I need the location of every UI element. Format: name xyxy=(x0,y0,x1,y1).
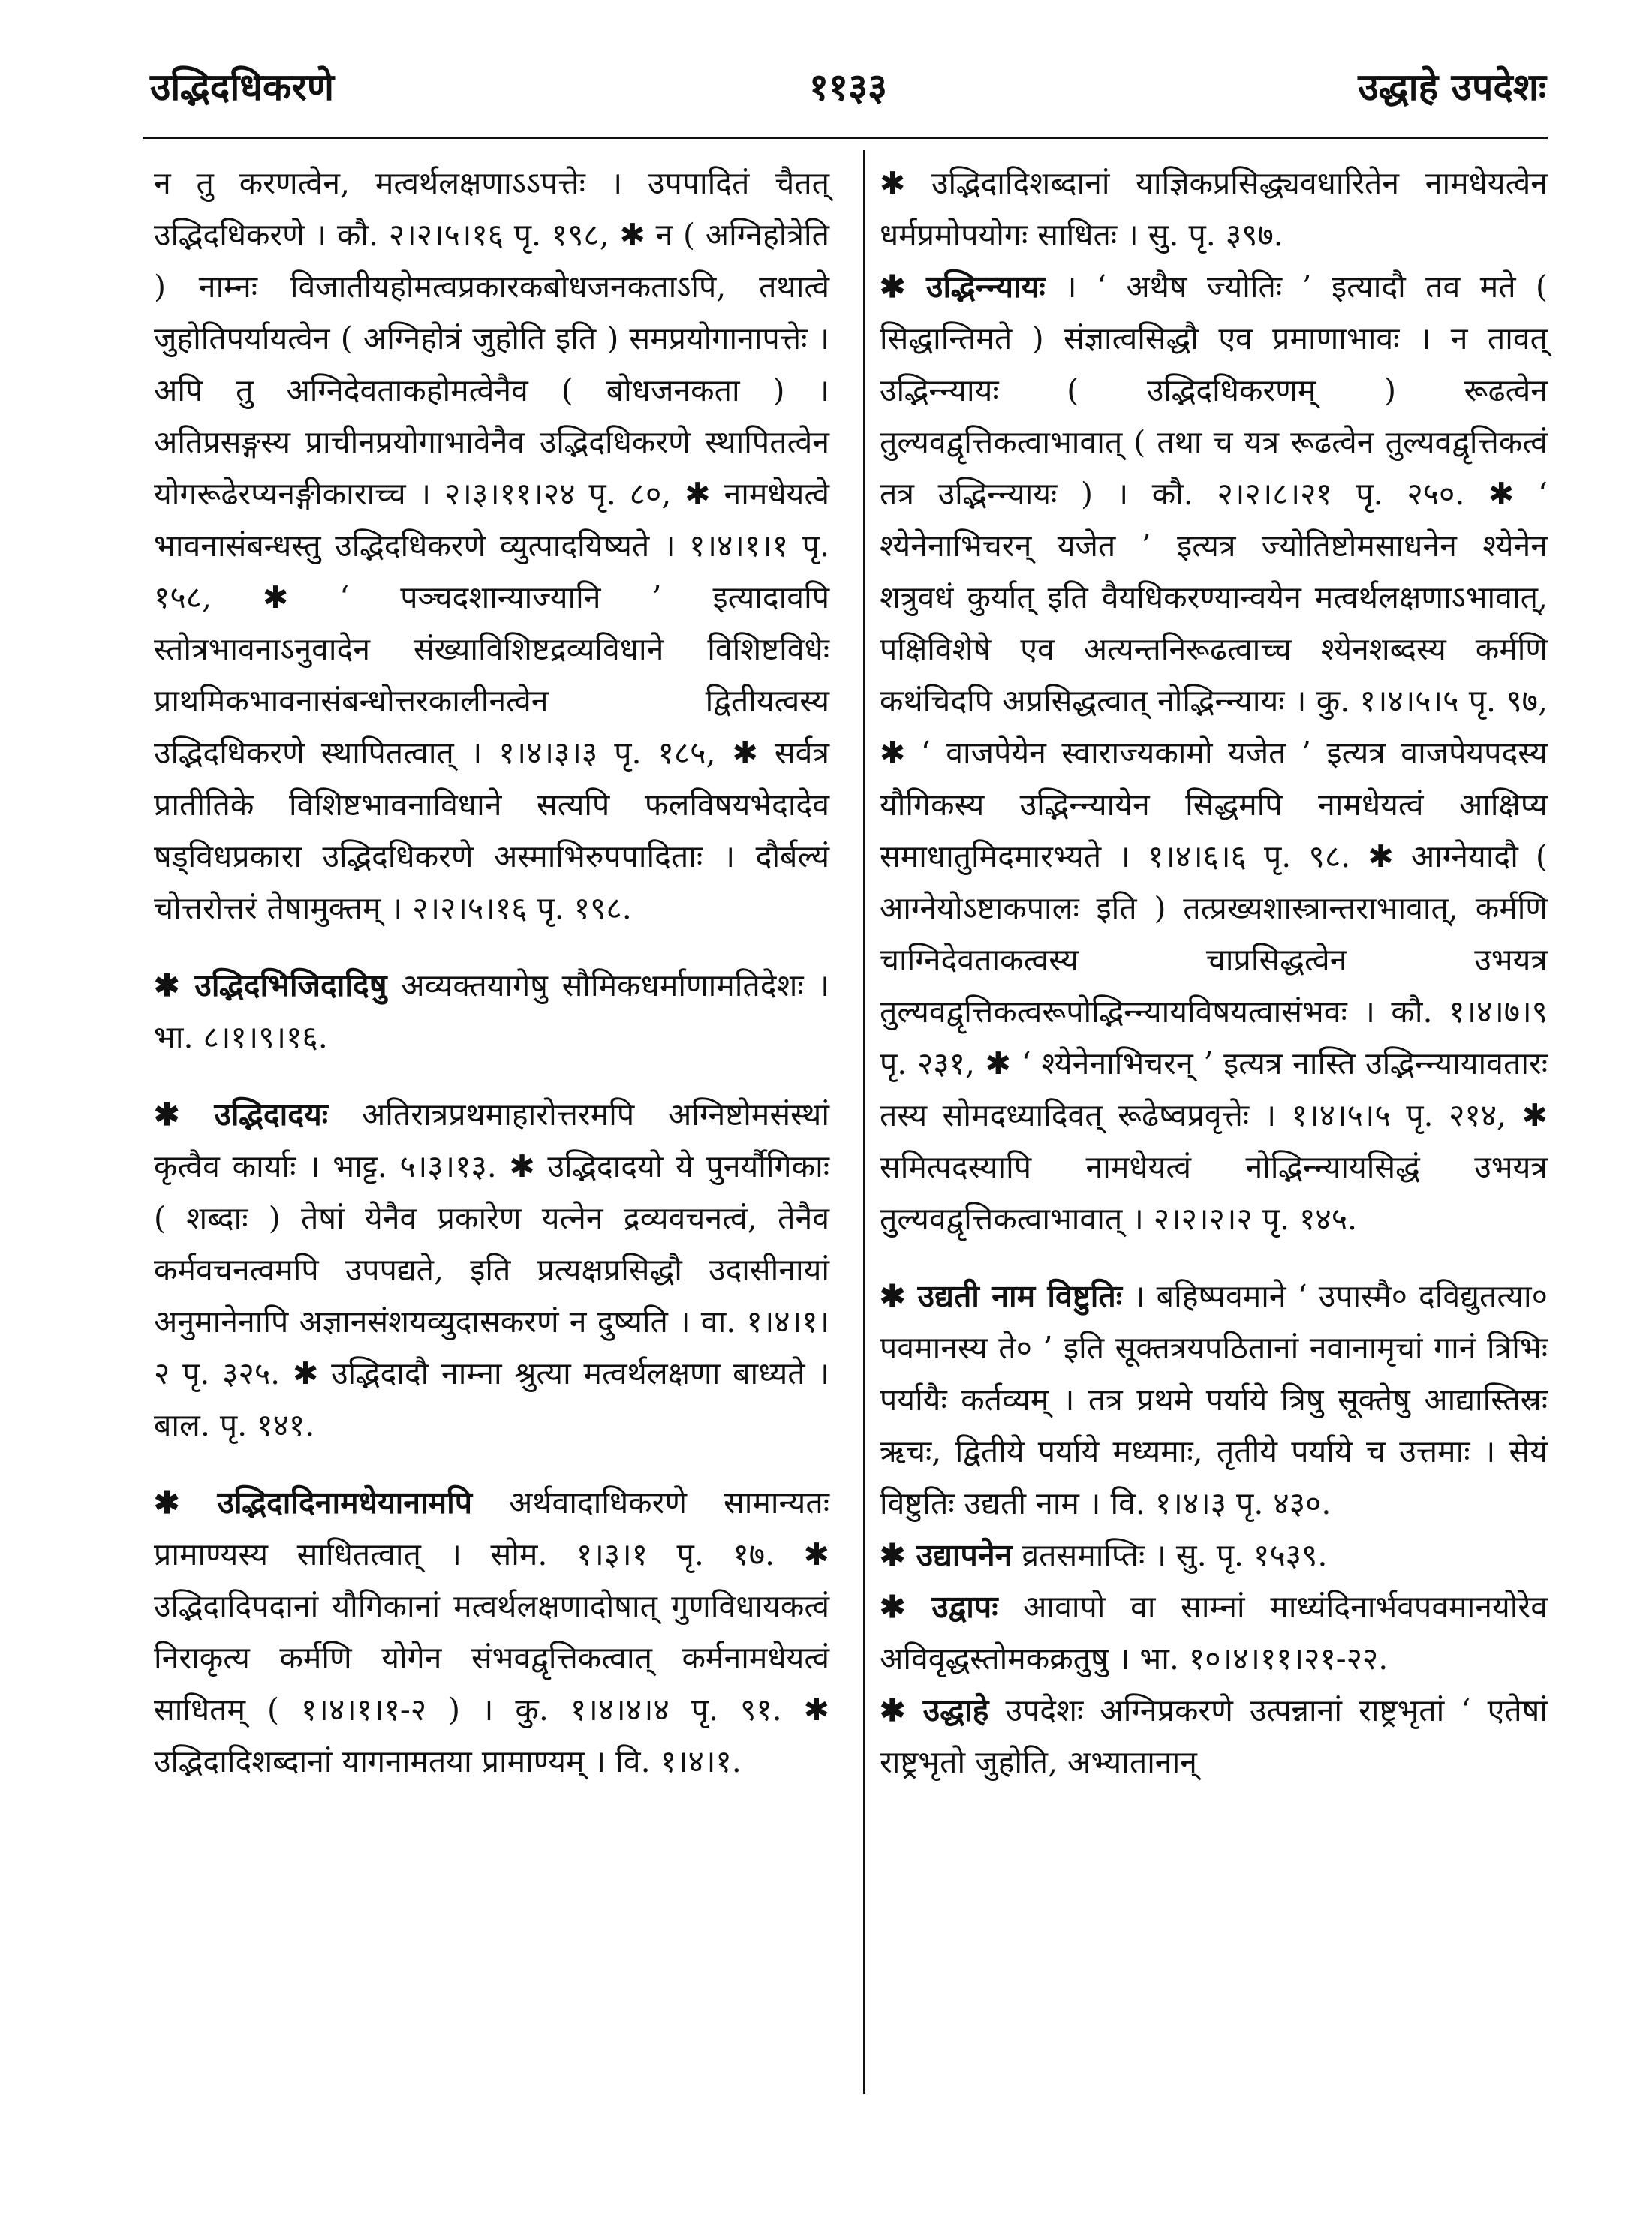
entry-paragraph: ✱ उद्यती नाम विष्टुतिः । बहिष्पवमाने ‘ उपास्मै० दविद्युतत्या० पवमानस्य ते० ’ इति सूक्तत्रयपठितानां नवानामृचां गानं त्रिभिः पर्यायैः कर्तव्यम् । तत्र प्रथमे पर्याये त्रिषु सूक्तेषु आद्यास्तिस्रः ऋचः, द्वितीये पर्याये मध्यमाः, तृतीये पर्याये च उत्तमाः । सेयं विष्टुतिः उद्यती नाम । वि. १।४।३ पृ. ४३०. xyxy=(880,1278,1548,1521)
entry-head: ✱ उद्भिन्न्यायः xyxy=(880,269,1046,305)
column-divider xyxy=(863,150,865,2094)
page-number: ११३३ xyxy=(809,65,887,109)
entry-head: ✱ उद्भिदादयः xyxy=(154,1096,329,1133)
entry-paragraph: ✱ उद्भिदादिनामधेयानामपि अर्थवादाधिकरणे सामान्यतः प्रामाण्यस्य साधितत्वात् । सोम. १।३।१ पृ. १७. ✱ उद्भिदादिपदानां यौगिकानां मत्वर्थलक्षणादोषात् गुणविधायकत्वं निराकृत्य कर्मणि योगेन संभवद्वृत्तिकत्वात् कर्मनामधेयत्वं साधितम् ( १।४।१।१-२ ) । कु. १।४।४।४ पृ. ९१. ✱ उद्भिदादिशब्दानां यागनामतया प्रामाण्यम् । वि. १।४।१. xyxy=(154,1484,829,1779)
entry-head: ✱ उद्यती नाम विष्टुतिः xyxy=(880,1278,1123,1314)
entry-paragraph: ✱ उद्यापनेन व्रतसमाप्तिः । सु. पृ. १५३९. xyxy=(880,1537,1328,1573)
running-head-right: उद्धाहे उपदेशः xyxy=(1358,65,1546,109)
entry-paragraph: ✱ उद्भिदादिशब्दानां याज्ञिकप्रसिद्ध्यवधारितेन नामधेयत्वेन धर्मप्रमोपयोगः साधितः । सु. पृ. ३९७. xyxy=(880,165,1548,253)
entry-paragraph: न तु करणत्वेन, मत्वर्थलक्षणाऽऽपत्तेः । उपपादितं चैतत् उद्भिदधिकरणे । कौ. २।२।५।१६ पृ. १९८, ✱ न ( अग्निहोत्रेति ) नाम्नः विजातीयहोमत्वप्रकारकबोधजनकताऽपि, तथात्वे जुहोतिपर्यायत्वेन ( अग्निहोत्रं जुहोति इति ) समप्रयोगानापत्तेः । अपि तु अग्निदेवताकहोमत्वेनैव ( बोधजनकता ) । अतिप्रसङ्गस्य प्राचीनप्रयोगाभावेनैव उद्भिदधिकरणे स्थापितत्वेन योगरूढेरप्यनङ्गीकाराच्च । २।३।११।२४ पृ. ८०, ✱ नामधेयत्वे भावनासंबन्धस्तु उद्भिदधिकरणे व्युत्पादयिष्यते । १।४।१।१ पृ. १५८, ✱ ‘ पञ्चदशान्याज्यानि ’ इत्यादावपि स्तोत्रभावनाऽनुवादेन संख्याविशिष्टद्रव्यविधाने विशिष्टविधेः प्राथमिकभावनासंबन्धोत्तरकालीनत्वेन द्वितीयत्वस्य उद्भिदधिकरणे स्थापितत्वात् । १।४।३।३ पृ. १८५, ✱ सर्वत्र प्रातीतिके विशिष्टभावनाविधाने सत्यपि फलविषयभेदादेव षड्विधप्रकारा उद्भिदधिकरणे अस्माभिरुपपादिताः । दौर्बल्यं चोत्तरोत्तरं तेषामुक्तम् । २।२।५।१६ पृ. १९८. xyxy=(154,165,829,926)
running-head-left: उद्भिदधिकरणे xyxy=(150,65,335,109)
entry-head: ✱ उद्वापः xyxy=(880,1589,998,1625)
entry-head: ✱ उद्भिदादिनामधेयानामपि xyxy=(154,1484,473,1521)
right-column xyxy=(880,158,1548,1788)
header-rule xyxy=(143,137,1548,139)
page-header xyxy=(150,45,1546,128)
entry-head: ✱ उद्धाहे xyxy=(880,1692,989,1728)
entry-head: ✱ उद्भिदभिजिदादिषु xyxy=(154,967,387,1003)
entry-paragraph: ✱ उद्भिन्न्यायः । ‘ अथैष ज्योतिः ’ इत्यादौ तव मते ( सिद्धान्तिमते ) संज्ञात्वसिद्धौ एव प्रमाणाभावः । न तावत् उद्भिन्न्यायः ( उद्भिदधिकरणम् ) रूढत्वेन तुल्यवद्वृत्तिकत्वाभावात् ( तथा च यत्र रूढत्वेन तुल्यवद्वृत्तिकत्वं तत्र उद्भिन्न्यायः ) । कौ. २।२।८।२१ पृ. २५०. ✱ ‘ श्येनेनाभिचरन् यजेत ’ इत्यत्र ज्योतिष्टोमसाधनेन श्येनेन शत्रुवधं कुर्यात् इति वैयधिकरण्यान्वयेन मत्वर्थलक्षणाऽभावात्, पक्षिविशेषे एव अत्यन्तनिरूढत्वाच्च श्येनशब्दस्य कर्मणि कथंचिदपि अप्रसिद्धत्वात् नोद्भिन्न्यायः । कु. १।४।५।५ पृ. ९७, ✱ ‘ वाजपेयेन स्वाराज्यकामो यजेत ’ इत्यत्र वाजपेयपदस्य यौगिकस्य उद्भिन्न्यायेन सिद्धमपि नामधेयत्वं आक्षिप्य समाधातुमिदमारभ्यते । १।४।६।६ पृ. ९८. ✱ आग्नेयादौ ( आग्नेयोऽष्टाकपालः इति ) तत्प्रख्यशास्त्रान्तराभावात्, कर्मणि चाग्निदेवताकत्वस्य चाप्रसिद्धत्वेन उभयत्र तुल्यवद्वृत्तिकत्वरूपोद्भिन्न्यायविषयत्वासंभवः । कौ. १।४।७।९ पृ. २३१, ✱ ‘ श्येनेनाभिचरन् ’ इत्यत्र नास्ति उद्भिन्न्यायावतारः तस्य सोमदध्यादिवत् रूढेष्वप्रवृत्तेः । १।४।५।५ पृ. २१४, ✱ समित्पदस्यापि नामधेयत्वं नोद्भिन्न्यायसिद्धं उभयत्र तुल्यवद्वृत्तिकत्वाभावात् । २।२।२।२ पृ. १४५. xyxy=(880,269,1548,1237)
entry-paragraph: ✱ उद्भिदभिजिदादिषु अव्यक्तयागेषु सौमिकधर्माणामतिदेशः । भा. ८।१।९।१६. xyxy=(154,967,829,1055)
entry-paragraph: ✱ उद्धाहे उपदेशः अग्निप्रकरणे उत्पन्नानां राष्ट्रभृतां ‘ एतेषां राष्ट्रभृतो जुहोति, अभ्यातानान् xyxy=(880,1692,1548,1780)
entry-paragraph: ✱ उद्वापः आवापो वा साम्नां माध्यंदिनार्भवपवमानयोरेव अविवृद्धस्तोमकक्रतुषु । भा. १०।४।११।२१-२२. xyxy=(880,1589,1548,1677)
entry-head: ✱ उद्यापनेन xyxy=(880,1537,1013,1573)
entry-paragraph: ✱ उद्भिदादयः अतिरात्रप्रथमाहारोत्तरमपि अग्निष्टोमसंस्थां कृत्वैव कार्याः । भाट्ट. ५।३।१३. ✱ उद्भिदादयो ये पुनर्यौगिकाः ( शब्दाः ) तेषां येनैव प्रकारेण यत्नेन द्रव्यवचनत्वं, तेनैव कर्मवचनत्वमपि उपपद्यते, इति प्रत्यक्षप्रसिद्धौ उदासीनायां अनुमानेनापि अज्ञानसंशयव्युदासकरणं न दुष्यति । वा. १।४।१।२ पृ. ३२५. ✱ उद्भिदादौ नाम्ना श्रुत्या मत्वर्थलक्षणा बाध्यते । बाल. पृ. १४१. xyxy=(154,1096,829,1443)
left-column xyxy=(154,158,829,1788)
